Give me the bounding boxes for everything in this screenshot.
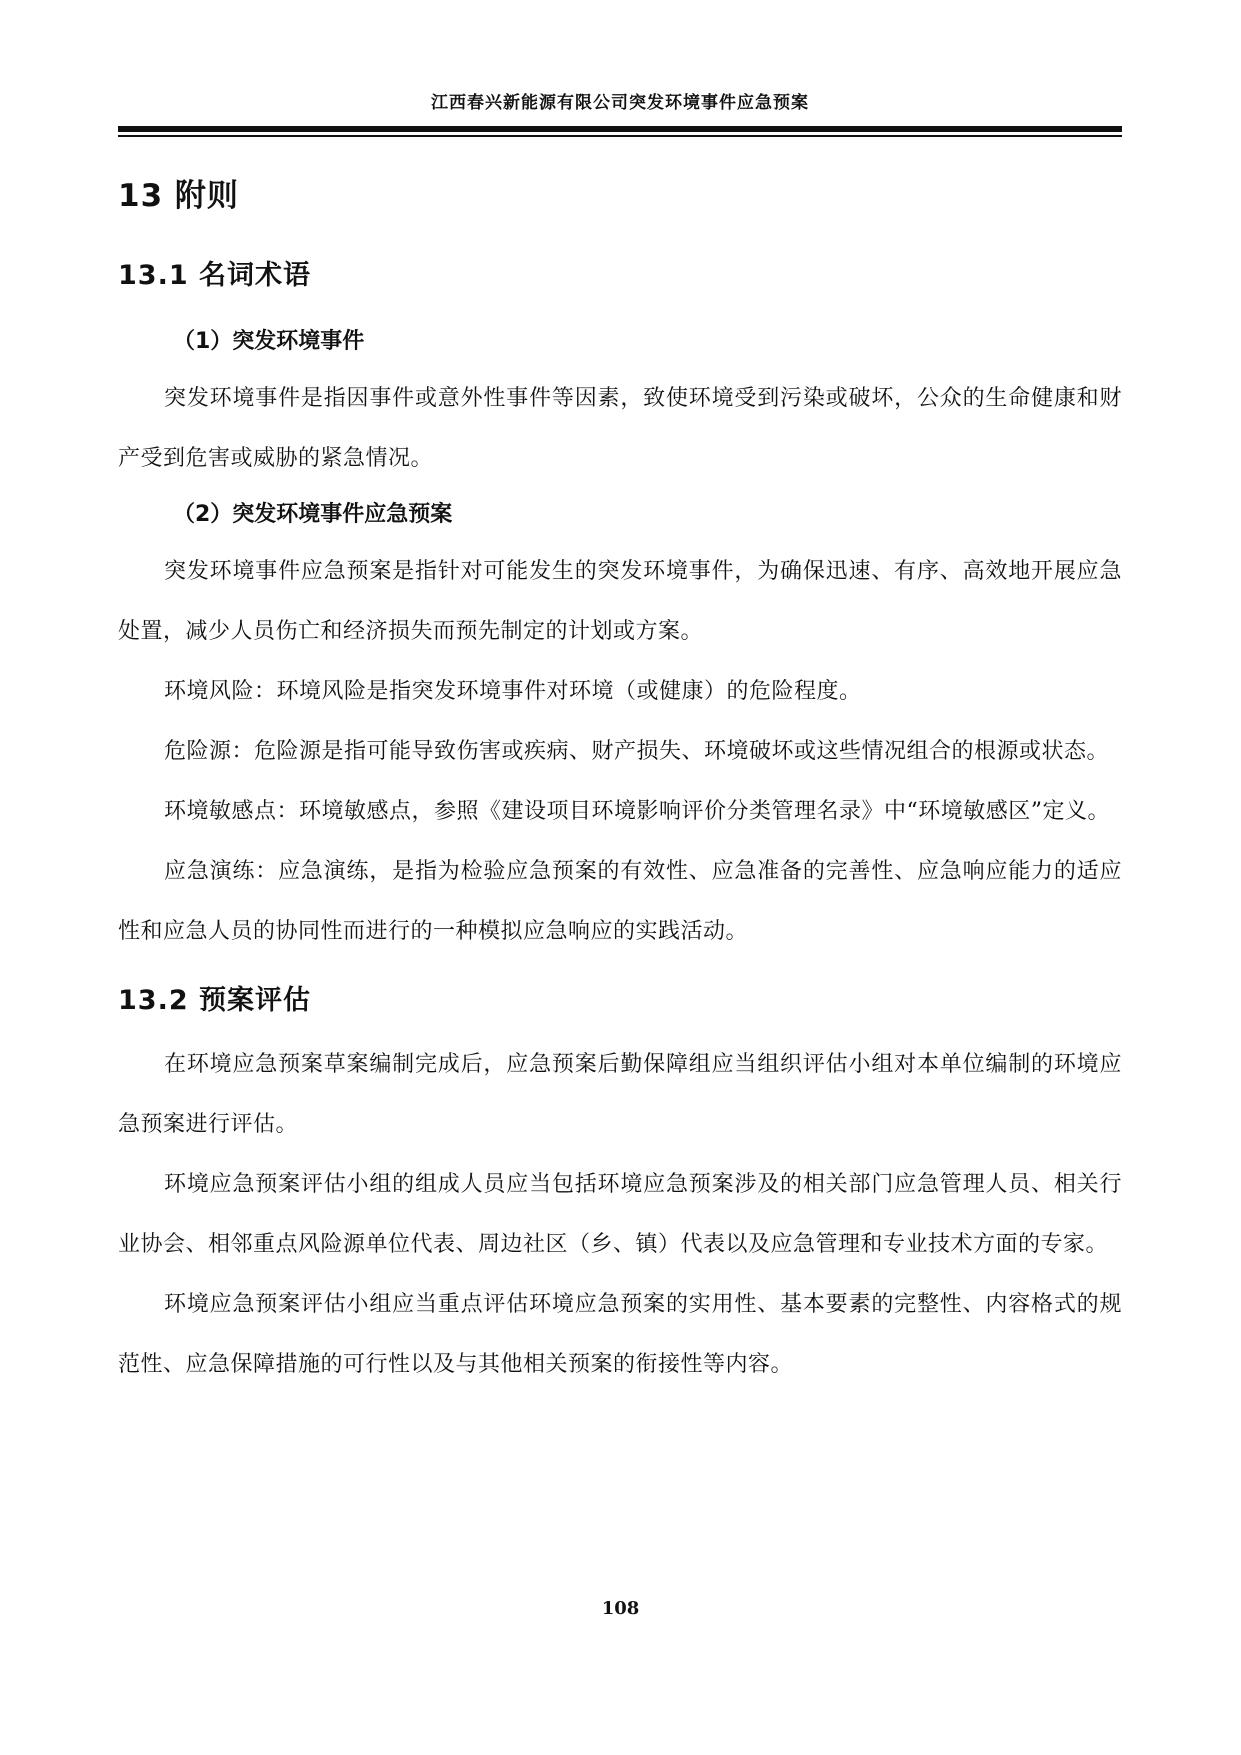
page-number: 108 bbox=[601, 1598, 640, 1619]
paragraph: 应急演练：应急演练，是指为检验应急预案的有效性、应急准备的完善性、应急响应能力的适应性和应急人员的协同性而进行的一种模拟应急响应的实践活动。 bbox=[118, 859, 1122, 944]
header-rule-thin bbox=[118, 135, 1122, 137]
running-header: 江西春兴新能源有限公司突发环境事件应急预案 bbox=[431, 93, 809, 113]
paragraph: 突发环境事件是指因事件或意外性事件等因素，致使环境受到污染或破坏，公众的生命健康和财产受到危害或威胁的紧急情况。 bbox=[118, 386, 1122, 471]
chapter-title: 13 附则 bbox=[118, 178, 239, 214]
paragraph: 环境敏感点：环境敏感点，参照《建设项目环境影响评价分类管理名录》中“环境敏感区”定义。 bbox=[164, 799, 1110, 824]
section-title-terminology: 13.1 名词术语 bbox=[118, 260, 312, 291]
paragraph: 环境应急预案评估小组应当重点评估环境应急预案的实用性、基本要素的完整性、内容格式的规范性、应急保障措施的可行性以及与其他相关预案的衔接性等内容。 bbox=[118, 1292, 1122, 1377]
paragraph: 危险源：危险源是指可能导致伤害或疾病、财产损失、环境破坏或这些情况组合的根源或状态。 bbox=[164, 739, 1110, 764]
paragraph: 在环境应急预案草案编制完成后，应急预案后勤保障组应当组织评估小组对本单位编制的环境应急预案进行评估。 bbox=[118, 1052, 1122, 1137]
term-heading-emergency-plan: （2）突发环境事件应急预案 bbox=[173, 502, 453, 527]
paragraph: 环境应急预案评估小组的组成人员应当包括环境应急预案涉及的相关部门应急管理人员、相关行业协会、相邻重点风险源单位代表、周边社区（乡、镇）代表以及应急管理和专业技术方面的专家。 bbox=[118, 1172, 1122, 1257]
page-content bbox=[118, 160, 1122, 1395]
paragraph: 突发环境事件应急预案是指针对可能发生的突发环境事件，为确保迅速、有序、高效地开展应急处置，减少人员伤亡和经济损失而预先制定的计划或方案。 bbox=[118, 559, 1122, 644]
header-rule-thick bbox=[118, 126, 1122, 132]
section-title-plan-assessment: 13.2 预案评估 bbox=[118, 985, 312, 1016]
term-heading-emergency-event: （1）突发环境事件 bbox=[173, 329, 365, 354]
paragraph: 环境风险：环境风险是指突发环境事件对环境（或健康）的危险程度。 bbox=[164, 679, 862, 704]
